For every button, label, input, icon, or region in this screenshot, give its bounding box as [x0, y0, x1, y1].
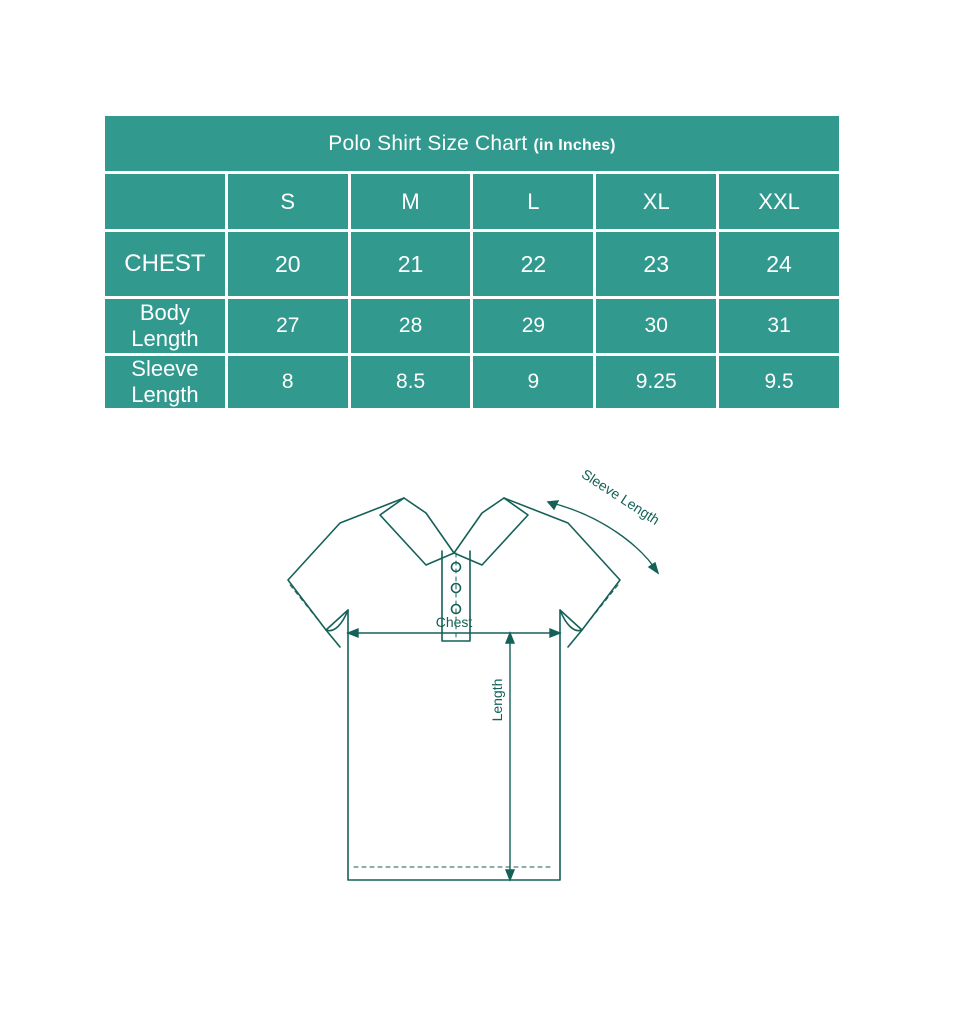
length-measure-arrow	[506, 633, 514, 880]
cell-sleeve-length-l: 9	[473, 356, 593, 408]
chart-title-main: Polo Shirt Size Chart	[328, 131, 528, 155]
cell-body-length-m: 28	[351, 299, 471, 353]
cell-chest-xxl: 24	[719, 232, 839, 296]
cell-body-length-xxl: 31	[719, 299, 839, 353]
table-header-row	[105, 174, 839, 229]
cell-body-length-s: 27	[228, 299, 348, 353]
row-label-chest: CHEST	[105, 232, 225, 296]
sleeve-length-label: Sleeve Length	[578, 465, 663, 528]
cell-chest-s: 20	[228, 232, 348, 296]
column-header-s: S	[228, 174, 348, 229]
chart-title	[105, 116, 839, 171]
table-row	[105, 232, 839, 296]
table-title-row	[105, 116, 839, 171]
column-header-xl: XL	[596, 174, 716, 229]
cell-chest-l: 22	[473, 232, 593, 296]
column-header-xxl: XXL	[719, 174, 839, 229]
table-row	[105, 356, 839, 408]
shirt-outline-icon	[288, 498, 620, 880]
row-label-body-length: Body Length	[105, 299, 225, 353]
cell-sleeve-length-s: 8	[228, 356, 348, 408]
cell-chest-m: 21	[351, 232, 471, 296]
polo-shirt-diagram	[230, 455, 730, 925]
size-chart-container	[102, 113, 842, 411]
corner-cell	[105, 174, 225, 229]
chart-title-sub: (in Inches)	[533, 136, 616, 154]
chest-label: Chest	[435, 614, 473, 630]
cell-body-length-l: 29	[473, 299, 593, 353]
cell-sleeve-length-xl: 9.25	[596, 356, 716, 408]
column-header-m: M	[351, 174, 471, 229]
size-chart-table	[102, 113, 842, 411]
row-label-sleeve-length: Sleeve Length	[105, 356, 225, 408]
cell-sleeve-length-xxl: 9.5	[719, 356, 839, 408]
cell-body-length-xl: 30	[596, 299, 716, 353]
cell-chest-xl: 23	[596, 232, 716, 296]
length-label: Length	[489, 678, 505, 722]
cell-sleeve-length-m: 8.5	[351, 356, 471, 408]
table-row	[105, 299, 839, 353]
chest-measure-arrow	[348, 629, 560, 637]
column-header-l: L	[473, 174, 593, 229]
